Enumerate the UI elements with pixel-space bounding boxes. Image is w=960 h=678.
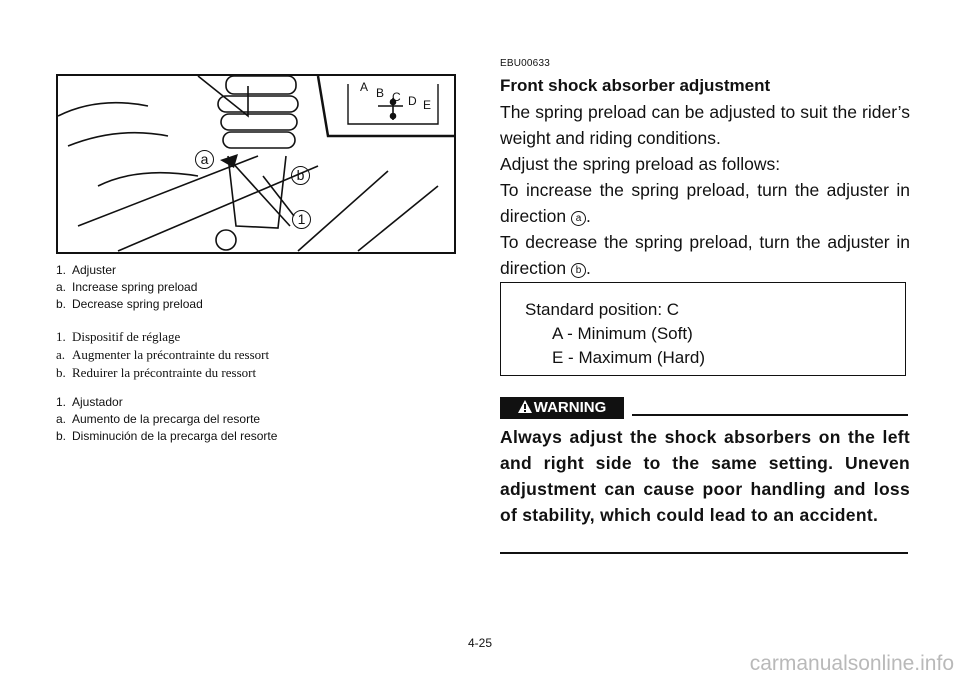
body-paragraph: Adjust the spring preload as follows: — [500, 154, 781, 174]
warning-text: Always adjust the shock absorbers on the left and right side to the same setting. Uneven adjustment can cause poor handling and loss of stability, which could lead to an accident. — [500, 427, 910, 525]
caption-key: b. — [56, 429, 67, 443]
body-text — [500, 99, 910, 281]
warning-label: WARNING — [533, 399, 607, 416]
instruction-text: To decrease the spring preload, turn the adjuster in direction — [500, 232, 910, 278]
caption-key: 1. — [56, 395, 67, 409]
caption-text: Aumento de la precarga del resorte — [72, 412, 261, 426]
spec-box — [500, 282, 906, 376]
shock-absorber-illustration — [56, 74, 456, 254]
position-label-c: C — [392, 90, 401, 104]
caption-key: a. — [56, 280, 67, 294]
position-label-b: B — [376, 86, 385, 100]
caption-text: Disminución de la precarga del resorte — [72, 429, 278, 443]
callout-a: a — [195, 150, 214, 169]
caption-french — [56, 328, 269, 382]
callout-1: 1 — [292, 210, 311, 229]
direction-marker-b: b — [571, 263, 586, 278]
caption-row — [56, 279, 203, 296]
warning-badge — [500, 397, 624, 419]
instruction-text: To increase the spring preload, turn the adjuster in direction — [500, 180, 910, 226]
document-code: EBU00633 — [500, 58, 550, 69]
caption-key: 1. — [56, 263, 67, 277]
warning-triangle-icon — [518, 400, 532, 413]
caption-key: b. — [56, 365, 66, 380]
caption-key: b. — [56, 297, 67, 311]
caption-text: Ajustador — [72, 395, 123, 409]
caption-text: Reduirer la précontrainte du ressort — [72, 365, 257, 380]
caption-text: Adjuster — [72, 263, 117, 277]
caption-row — [56, 394, 277, 411]
direction-marker-a: a — [571, 211, 586, 226]
body-paragraph: The spring preload can be adjusted to suit the rider’s weight and riding conditions. — [500, 102, 910, 148]
position-label-d: D — [408, 94, 417, 108]
spec-minimum: A - Minimum (Soft) — [552, 324, 693, 343]
warning-bottom-rule — [500, 552, 908, 554]
spec-standard: Standard position: C — [525, 300, 680, 319]
body-paragraph: To increase the spring preload, turn the adjuster in direction a . — [500, 180, 910, 226]
caption-key: a. — [56, 347, 66, 362]
section-heading: Front shock absorber adjustment — [500, 76, 771, 95]
caption-row — [56, 296, 203, 313]
caption-spanish — [56, 394, 277, 445]
position-label-e: E — [423, 98, 432, 112]
body-paragraph: To decrease the spring preload, turn the adjuster in direction b . — [500, 232, 910, 278]
caption-row — [56, 328, 269, 346]
callout-b: b — [291, 166, 310, 185]
page-number: 4-25 — [467, 636, 493, 650]
caption-text: Augmenter la précontrainte du ressort — [72, 347, 270, 362]
caption-row — [56, 262, 203, 279]
caption-text: Decrease spring preload — [72, 297, 203, 311]
warning-divider — [632, 414, 908, 416]
caption-key: 1. — [56, 329, 66, 344]
caption-english — [56, 262, 203, 313]
caption-text: Dispositif de réglage — [72, 329, 181, 344]
caption-row — [56, 346, 269, 364]
caption-key: a. — [56, 412, 67, 426]
caption-row — [56, 428, 277, 445]
watermark: carmanualsonline.info — [749, 652, 954, 675]
position-label-a: A — [360, 80, 369, 94]
spec-maximum: E - Maximum (Hard) — [552, 348, 706, 367]
caption-row — [56, 364, 269, 382]
caption-row — [56, 411, 277, 428]
caption-text: Increase spring preload — [72, 280, 198, 294]
